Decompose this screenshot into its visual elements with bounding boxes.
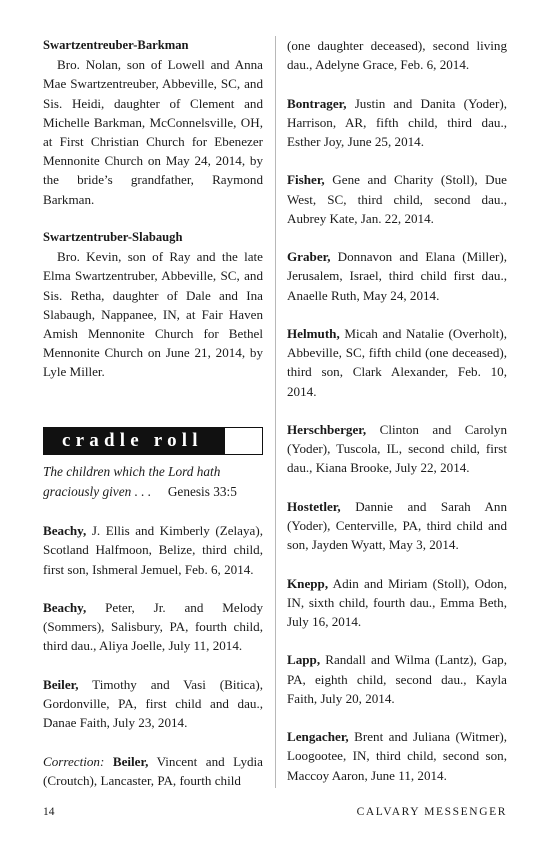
wedding-text: Bro. Kevin, son of Ray and the late Elma Swartzentruber, Abbeville, SC, and Sis. Retha, daughter of Dale and Ina Slabaugh, Nappanee, IN, at Fair Haven Amish Mennonite Church for Bethel Mennonite Church on June 21, 2014, by Lyle Miller. — [43, 249, 263, 380]
birth-details: Micah and Natalie (Overholt), Abbeville, SC, fifth child (one deceased), third son, Clark Alexander, Feb. 10, 2014. — [287, 325, 507, 399]
family-surname: Beiler, — [112, 753, 149, 769]
birth-list-right — [287, 36, 507, 785]
birth-details: Timothy and Vasi (Bitica), Gordonville, PA, first child and dau., Danae Faith, July 23, 2014. — [43, 676, 263, 731]
birth-details: Randall and Wilma (Lantz), Gap, PA, eighth child, second dau., Kayla Faith, July 20, 2014. — [287, 652, 507, 706]
birth-details: J. Ellis and Kimberly (Zelaya), Scotland Halfmoon, Belize, third child, first son, Ishmeral Jemuel, Feb. 6, 2014. — [43, 523, 263, 577]
birth-entry — [287, 574, 507, 632]
family-surname: Knepp, — [287, 575, 329, 591]
birth-details: Dannie and Sarah Ann (Yoder), Centerville, PA, third child and son, Jayden Wyatt, May 3, 2014. — [287, 498, 507, 553]
birth-details: Clinton and Carolyn (Yoder), Tuscola, IL, second child, first dau., Kiana Brooke, July 22, 2014. — [287, 421, 507, 476]
birth-entry — [287, 36, 507, 74]
birth-entry — [287, 94, 507, 152]
birth-entry — [287, 497, 507, 555]
birth-details: Adin and Miriam (Stoll), Odon, IN, sixth child, fourth dau., Emma Beth, July 16, 2014. — [287, 575, 507, 629]
wedding-entry — [43, 228, 263, 382]
birth-details: Donnavon and Elana (Miller), Jerusalem, Israel, third child first dau., Anaelle Ruth, May 24, 2014. — [287, 249, 507, 303]
family-surname: Lapp, — [287, 652, 321, 668]
family-surname: Beiler, — [43, 676, 79, 692]
verse-reference: Genesis 33:5 — [167, 484, 237, 500]
family-surname: Bontrager, — [287, 95, 347, 111]
birth-details: Peter, Jr. and Melody (Sommers), Salisbury, PA, fourth child, third dau., Aliya Joelle, July 11, 2014. — [43, 600, 263, 654]
right-column — [287, 36, 507, 785]
birth-entry — [43, 598, 263, 656]
header-box-decoration — [225, 427, 263, 455]
family-surname: Helmuth, — [287, 325, 340, 341]
family-surname: Beachy, — [43, 600, 87, 615]
birth-entry — [43, 675, 263, 733]
family-surname: Graber, — [287, 249, 331, 265]
birth-entry — [287, 650, 507, 708]
birth-entry — [287, 324, 507, 401]
wedding-entry — [43, 36, 263, 209]
birth-details: Vincent and Lydia (Croutch), Lancaster, PA, fourth child — [43, 753, 263, 788]
magazine-name: CALVARY MESSENGER — [356, 806, 507, 818]
family-surname: Fisher, — [287, 172, 325, 188]
page-number: 14 — [43, 806, 55, 818]
birth-details: Brent and Juliana (Witmer), Loogootee, IN, third child, second son, Maccoy Aaron, June 11, 2014. — [287, 729, 507, 783]
wedding-title: Swartzentruber-Slabaugh — [43, 230, 183, 245]
scripture-verse — [43, 462, 263, 502]
wedding-text: Bro. Nolan, son of Lowell and Anna Mae Swartzentreuber, Abbeville, SC, and Sis. Heidi, daughter of Clement and Michelle Barkman, McConnelsville, OH, at First Christian Church for Ebenezer Mennonite Church on May 24, 2014, by the bride’s grandfather, Raymond Barkman. — [43, 57, 263, 207]
birth-entry — [287, 420, 507, 478]
family-surname: Herschberger, — [287, 421, 367, 437]
wedding-title: Swartzentreuber-Barkman — [43, 38, 189, 52]
birth-list-left — [43, 521, 263, 790]
family-surname: Hostetler, — [287, 498, 341, 514]
column-divider — [275, 36, 276, 788]
birth-entry — [287, 247, 507, 305]
birth-details: (one daughter deceased), second living dau., Adelyne Grace, Feb. 6, 2014. — [287, 38, 507, 73]
entry-prefix: Correction: — [43, 753, 113, 769]
family-surname: Lengacher, — [287, 729, 349, 745]
section-title: cradle roll — [43, 427, 225, 455]
left-column — [43, 36, 263, 790]
page-footer — [43, 806, 507, 818]
family-surname: Beachy, — [43, 523, 87, 539]
birth-details: Justin and Danita (Yoder), Harrison, AR, fifth child, third dau., Esther Joy, June 25, 2014. — [287, 95, 507, 149]
verse-text: The children which the Lord hath graciously given . . . — [43, 464, 221, 500]
birth-entry — [43, 752, 263, 790]
birth-entry — [287, 170, 507, 228]
birth-details: Gene and Charity (Stoll), Due West, SC, third child, second dau., Aubrey Kate, Jan. 22, 2014. — [287, 172, 507, 226]
cradle-roll-header — [43, 427, 263, 455]
birth-entry — [287, 727, 507, 785]
birth-entry — [43, 521, 263, 579]
